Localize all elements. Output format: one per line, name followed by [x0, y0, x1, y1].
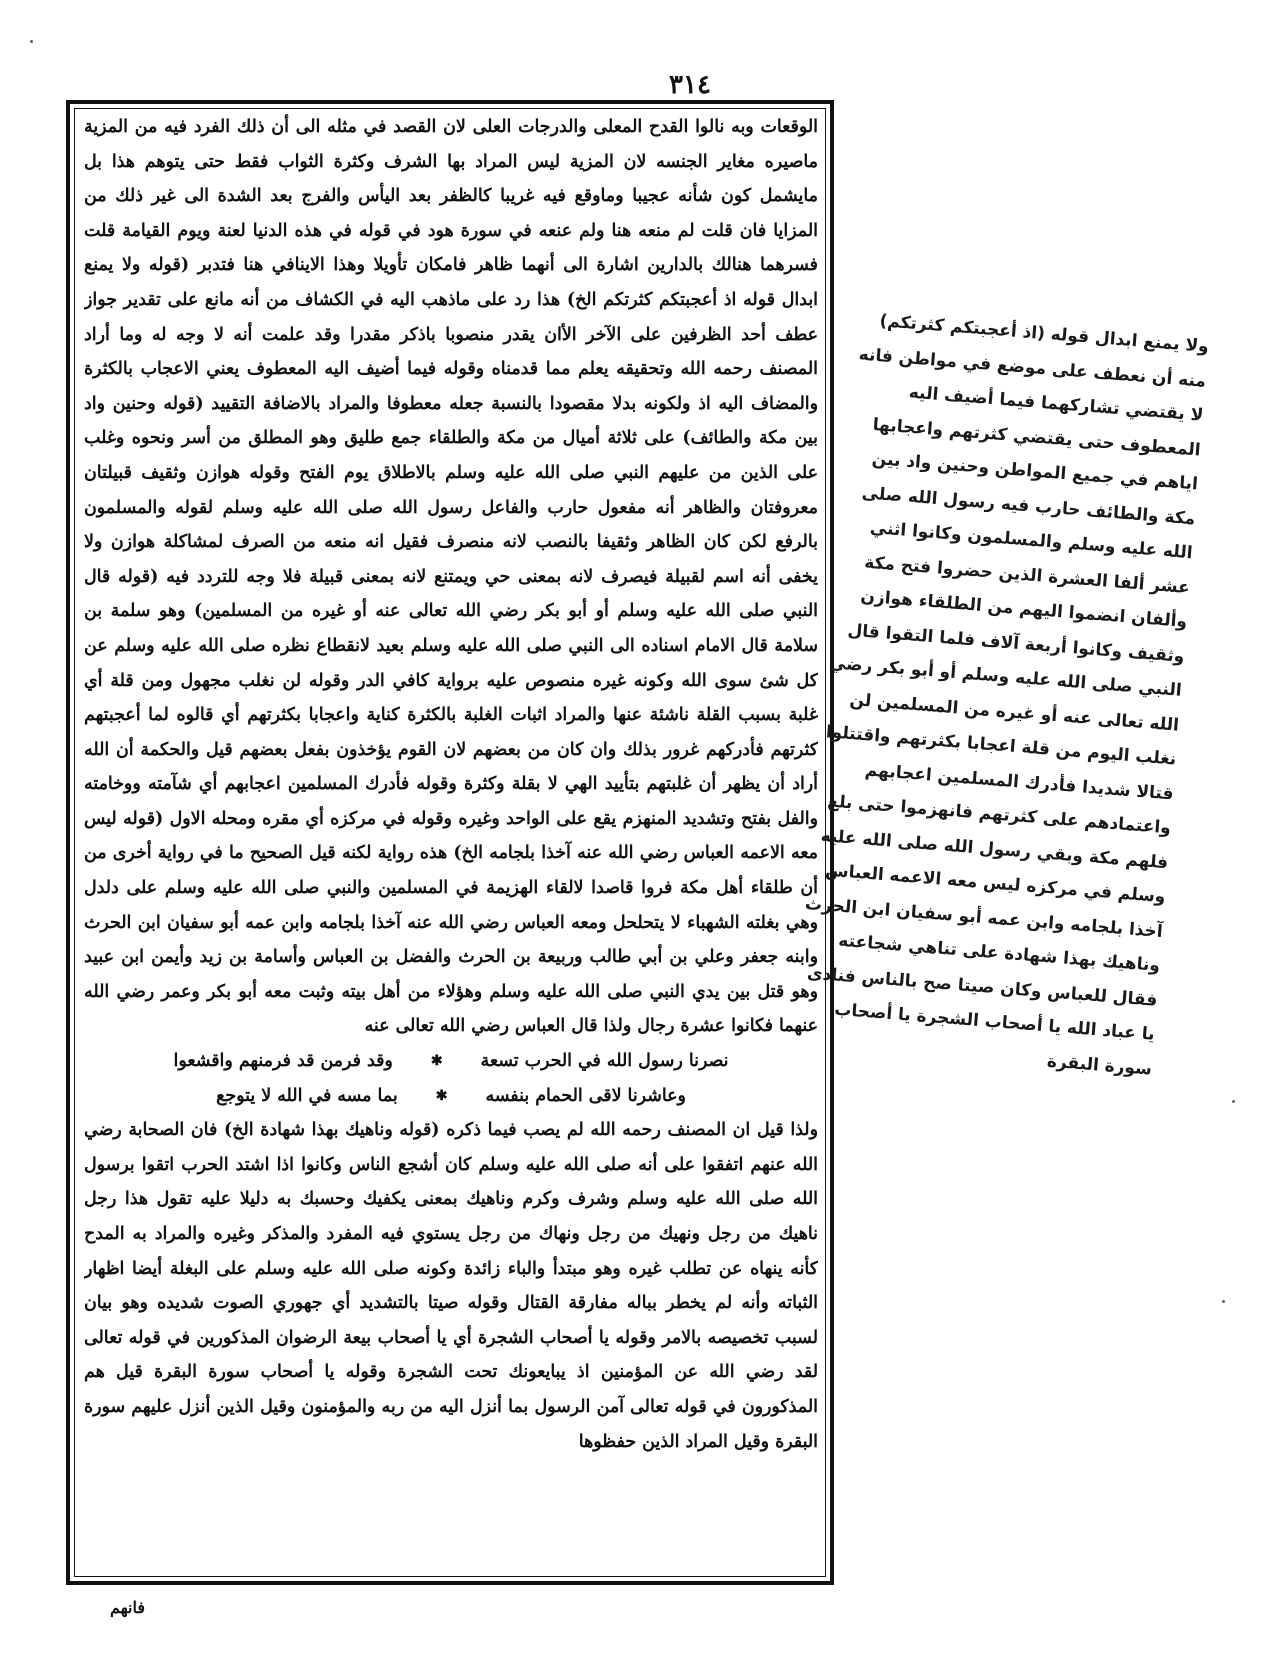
verse-separator-star-icon: ✱: [435, 1087, 448, 1104]
verse-line-1: [84, 1044, 818, 1079]
page-number: ٣١٤: [669, 70, 711, 100]
scan-speck: [30, 40, 33, 43]
verse-1-hemistich-left: وقد فرمن قد فرمنهم واقشعوا: [173, 1051, 393, 1072]
margin-note-text: ولا يمنع ابدال قوله (اذ أعجبتكم كثرتكم) منه أن نعطف على موضع في مواطن فانه لا يقتضي تشاركهما فيما أضيف اليه المعطوف حتى يقتضي كثرتهم واعجابها اياهم في جميع المواطن وحنين واد بين مكة والطائف حارب فيه رسول الله صلى الله عليه وسلم والمسلمون وكانوا اثني عشر ألفا العشرة الذين حضروا فتح مكة وألفان انضموا اليهم من الطلقاء هوازن وثقيف وكانوا أربعة آلاف فلما التقوا قال النبي صلى الله عليه وسلم أو أبو بكر رضي الله تعالى عنه أو غيره من المسلمين لن نغلب اليوم من قلة اعجابا بكثرتهم واقتتلوا قتالا شديدا فأدرك المسلمين اعجابهم واعتمادهم على كثرتهم فانهزموا حتى بلغ فلهم مكة وبقي رسول الله صلى الله عليه وسلم في مركزه ليس معه الاعمه العباس آخذا بلجامه وابن عمه أبو سفيان ابن الحرث وناهيك بهذا شهادة على تناهي شجاعته فقال للعباس وكان صيتا صح بالناس فنادى يا عباد الله يا أصحاب الشجرة يا أصحاب سورة البقرة: [804, 311, 1210, 1080]
scan-speck: [1222, 1300, 1225, 1303]
verse-1-hemistich-right: نصرنا رسول الله في الحرب تسعة: [480, 1051, 729, 1072]
catchword: فانهم: [110, 1598, 145, 1617]
verse-2-hemistich-left: بما مسه في الله لا يتوجع: [216, 1085, 398, 1106]
main-text-frame: [66, 100, 834, 1585]
main-paragraph-1: الوقعات وبه نالوا القدح المعلى والدرجات العلى لان القصد في مثله الى أن ذلك الفرد فيه من المزية ماصيره مغاير الجنسه لان المزية ليس المراد بها الشرف وكثرة الثواب فقط حتى يتوهم هذا بل مايشمل كون شأنه عجيبا وماوقع فيه غريبا كالظفر بعد اليأس والفرج بعد الشدة الى غير ذلك من المزايا فان قلت لم منعه هنا ولم عنعه في سورة هود في قوله في هذه الدنيا لعنة ويوم القيامة قلت فسرهما هنالك بالدارين اشارة الى أنهما ظاهر فامكان تأويلا وهذا الاينافي هنا فتدبر (قوله ولا يمنع ابدال قوله اذ أعجبتكم كثرتكم الخ) هذا رد على ماذهب اليه في الكشاف من أنه مانع على تقدير جواز عطف أحد الظرفين على الآخر الأان يقدر منصوبا باذكر مقدرا وقد علمت أنه لا وجه له وما أراد المصنف رحمه الله وتحقيقه يعلم مما قدمناه وقوله فيما أضيف اليه المعطوف يعني الاعجاب بالكثرة والمضاف اليه اذ ولكونه بدلا مقصودا بالنسبة جعله معطوفا والمراد بالاضافة التقييد (قوله وحنين واد بين مكة والطائف) على ثلاثة أميال من مكة والطلقاء جمع طليق وهو المطلق من أسر ونحوه وغلب على الذين من عليهم النبي صلى الله عليه وسلم بالاطلاق يوم الفتح وقوله هوازن وثقيف قبيلتان معروفتان والظاهر أنه مفعول حارب والفاعل رسول الله صلى الله عليه وسلم لقوله والمسلمون بالرفع لكن كان الظاهر وثقيفا بالنصب لانه منصرف فقيل انه منعه من الصرف لمشاكلة هوازن ولا يخفى أنه اسم لقبيلة فيصرف لانه بمعنى حي ويمتنع لانه بمعنى قبيلة فلا وجه للتردد فيه (قوله قال النبي صلى الله عليه وسلم أو أبو بكر رضي الله تعالى عنه أو غيره من المسلمين) وهو سلمة بن سلامة قال الامام اسناده الى النبي صلى الله عليه وسلم بعيد لانقطاع نظره صلى الله عليه وسلم عن كل شئ سوى الله وكونه غيره منصوص عليه برواية كافي الدر وقوله لن نغلب مجهول ومن قلة أي غلبة بسبب القلة ناشئة عنها والمراد اثبات الغلبة بالكثرة كناية واعجابا بكثرتهم أي قالوه لما أعجبتهم كثرتهم فأدركهم غرور بذلك وان كان من بعضهم لان القوم يؤخذون بفعل بعضهم قيل والحكمة أن الله أراد أن يظهر أن غلبتهم بتأييد الهي لا بقلة وكثرة وقوله فأدرك المسلمين اعجابهم أي شآمته ووخامته والفل بفتح وتشديد المنهزم يقع على الواحد وغيره وقوله في مركزه أي مقره ومحله الاول (قوله ليس معه الاعمه العباس رضي الله عنه آخذا بلجامه الخ) هذه رواية لكنه قيل الصحيح ما في رواية أخرى من أن طلقاء أهل مكة فروا قاصدا لالقاء الهزيمة في المسلمين والنبي صلى الله عليه وسلم على دلدل وهي بغلته الشهباء لا يتحلحل ومعه العباس رضي الله عنه آخذا بلجامه وابن عمه أبو سفيان ابن الحرث وابنه جعفر وعلي بن أبي طالب وربيعة بن الحرث والفضل بن العباس وأسامة بن زيد وأيمن ابن عبيد وهو قتل بين يدي النبي صلى الله عليه وسلم وهؤلاء من أهل بيته وثبت معه أبو بكر وعمر رضي الله عنهما فكانوا عشرة رجال ولذا قال العباس رضي الله تعالى عنه: [84, 117, 818, 1037]
verse-separator-star-icon: ✱: [430, 1053, 443, 1070]
main-text-block: [84, 110, 818, 1575]
main-paragraph-2: ولذا قيل ان المصنف رحمه الله لم يصب فيما ذكره (قوله وناهيك بهذا شهادة الخ) فان الصحابة رضي الله عنهم اتفقوا على أنه صلى الله عليه وسلم كان أشجع الناس وكانوا اذا اشتد الحرب اتقوا برسول الله صلى الله عليه وسلم وشرف وكرم وناهيك بمعنى يكفيك وحسبك به دليلا عليه تقول هذا رجل ناهيك من رجل ونهيك من رجل ونهاك من رجل يستوي فيه المفرد والمذكر وغيره والمراد به المدح كأنه ينهاه عن تطلب غيره وهو مبتدأ والباء زائدة وكونه صلى الله عليه وسلم على البغلة أيضا اظهار الثباته وأنه لم يخطر بباله مفارقة القتال وقوله صيتا بالتشديد أي جهوري الصوت شديده وهو بيان لسبب تخصيصه بالامر وقوله يا أصحاب الشجرة أي يا أصحاب بيعة الرضوان المذكورين في قوله تعالى لقد رضي الله عن المؤمنين اذ يبايعونك تحت الشجرة وقوله يا أصحاب سورة البقرة قيل هم المذكورون في قوله تعالى آمن الرسول بما أنزل اليه من ربه والمؤمنون وقيل الذين أنزل عليهم سورة البقرة وقيل المراد الذين حفظوها: [84, 1120, 818, 1452]
margin-note: [792, 302, 1210, 1087]
verse-line-2: [84, 1079, 818, 1114]
scan-speck: [1232, 1100, 1235, 1103]
verse-2-hemistich-right: وعاشرنا لاقى الحمام بنفسه: [485, 1085, 686, 1106]
